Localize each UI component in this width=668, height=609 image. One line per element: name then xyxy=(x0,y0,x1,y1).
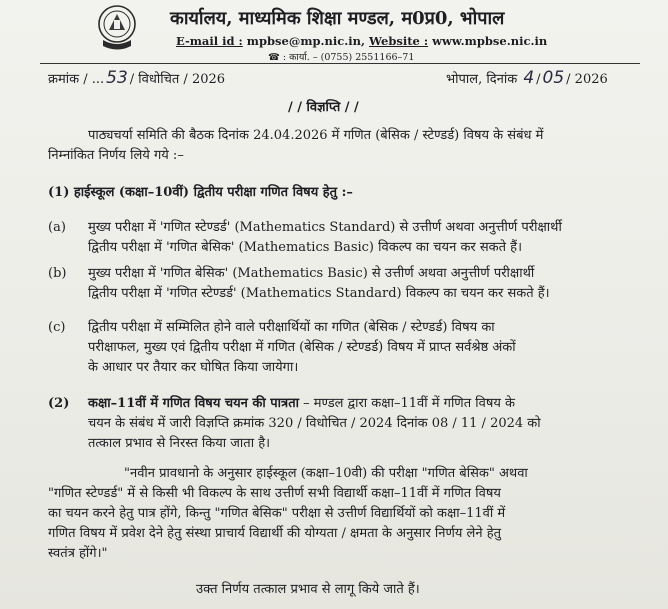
website-label: Website : xyxy=(369,34,429,48)
intro-line-1: पाठ्यचर्या समिति की बैठक दिनांक 24.04.2026 में गणित (बेसिक / स्टेण्डर्ड) विषय के संबंध में xyxy=(88,128,544,143)
item-c-line-1: द्वितीय परीक्षा में सम्मिलित होने वाले परीक्षार्थियों का गणित (बेसिक / स्टेण्डर्ड) विषय का xyxy=(88,320,495,335)
kramank-label: क्रमांक / ... xyxy=(48,72,105,87)
intro-line-2: निम्नांकित निर्णय लिये गये :– xyxy=(48,148,184,163)
item-a-line-2: द्वितीय परीक्षा में 'गणित बेसिक' (Mathematics Basic) विकल्प का चयन कर सकते हैं। xyxy=(88,240,523,255)
website-address: www.mpbse.nic.in xyxy=(432,34,548,48)
kramank-number: 53 xyxy=(106,68,128,88)
place-date-label: भोपाल, दिनांक xyxy=(446,72,518,87)
reference-number xyxy=(48,68,225,88)
section-2-label: (2) xyxy=(48,396,70,411)
date-year: / 2026 xyxy=(566,72,608,87)
quote-line-4: गणित विषय में प्रवेश देने हेतु संस्था प्राचार्य विद्यार्थी की योग्यता / क्षमता के अनुसार निर्णय लेने हेतु xyxy=(48,526,502,541)
section-1-heading: (1) हाईस्कूल (कक्षा–10वीं) द्वितीय परीक्षा गणित विषय हेतु :– xyxy=(48,185,353,200)
item-b-label: (b) xyxy=(48,266,67,281)
contact-line: E-mail id : mpbse@mp.nic.in, Website : www.mpbse.nic.in xyxy=(176,34,548,48)
section-2-line-1-rest: – मण्डल द्वारा कक्षा–11वीं में गणित विषय के xyxy=(299,396,516,411)
date-month: 05 xyxy=(542,68,565,88)
section-2-heading: कक्षा–11वीं में गणित विषय चयन की पात्रता xyxy=(88,396,299,411)
item-c-label: (c) xyxy=(48,320,66,335)
quote-line-5: स्वतंत्र होंगे।" xyxy=(48,546,108,561)
phone-line: ☎ : कार्या. – (0755) 2551166–71 xyxy=(268,52,415,63)
email-label: E-mail id : xyxy=(176,34,243,48)
notice-title: / / विज्ञप्ति / / xyxy=(288,100,359,115)
item-a-label: (a) xyxy=(48,220,66,235)
closing-statement: उक्त निर्णय तत्काल प्रभाव से लागू किये जाते हैं। xyxy=(196,582,420,597)
header-divider xyxy=(40,63,640,64)
office-name: कार्यालय, माध्यमिक शिक्षा मण्डल, म0प्र0, भोपाल xyxy=(170,8,505,29)
email-address: mpbse@mp.nic.in xyxy=(246,34,362,48)
item-c-line-2: परीक्षाफल, मुख्य एवं द्वितीय परीक्षा में गणित (बेसिक / स्टेण्डर्ड) विषय में प्राप्त सर्वश्रेष्ठ अंकों xyxy=(88,340,516,355)
section-2-line-1 xyxy=(88,394,515,414)
quote-line-1: "नवीन प्रावधानो के अनुसार हाईस्कूल (कक्षा–10वी) की परीक्षा "गणित बेसिक" अथवा xyxy=(124,466,528,481)
place-date: भोपाल, दिनांक 4 / 05 / 2026 xyxy=(446,68,608,88)
section-2-line-3: तत्काल प्रभाव से निरस्त किया जाता है। xyxy=(88,436,271,451)
kramank-suffix: / विधोचित / 2026 xyxy=(129,72,226,87)
item-a-line-1: मुख्य परीक्षा में 'गणित स्टेण्डर्ड' (Mathematics Standard) से उत्तीर्ण अथवा अनुत्तीर्ण परीक्षार्थी xyxy=(88,220,562,235)
item-b-line-1: मुख्य परीक्षा में 'गणित बेसिक' (Mathematics Basic) से उत्तीर्ण अथवा अनुत्तीर्ण परीक्षार्थी xyxy=(88,266,535,281)
quote-line-3: का चयन करने हेतु पात्र होंगे, किन्तु "गणित बेसिक" परीक्षा से उत्तीर्ण विद्यार्थियों को कक्षा–11वीं में xyxy=(48,506,506,521)
section-2-line-2: चयन के संबंध में जारी विज्ञप्ति क्रमांक 320 / विधोचित / 2024 दिनांक 08 / 11 / 2024 को xyxy=(88,416,541,431)
board-emblem-logo xyxy=(95,4,139,54)
item-c-line-3: के आधार पर तैयार कर घोषित किया जायेगा। xyxy=(88,360,299,375)
item-b-line-2: द्वितीय परीक्षा में 'गणित स्टेण्डर्ड' (Mathematics Standard) विकल्प का चयन कर सकते हैं। xyxy=(88,286,550,301)
quote-line-2: "गणित स्टेण्डर्ड" में से किसी भी विकल्प के साथ उत्तीर्ण सभी विद्यार्थी कक्षा–11वीं में गणित विषय xyxy=(48,486,501,501)
date-day: 4 xyxy=(523,68,535,88)
